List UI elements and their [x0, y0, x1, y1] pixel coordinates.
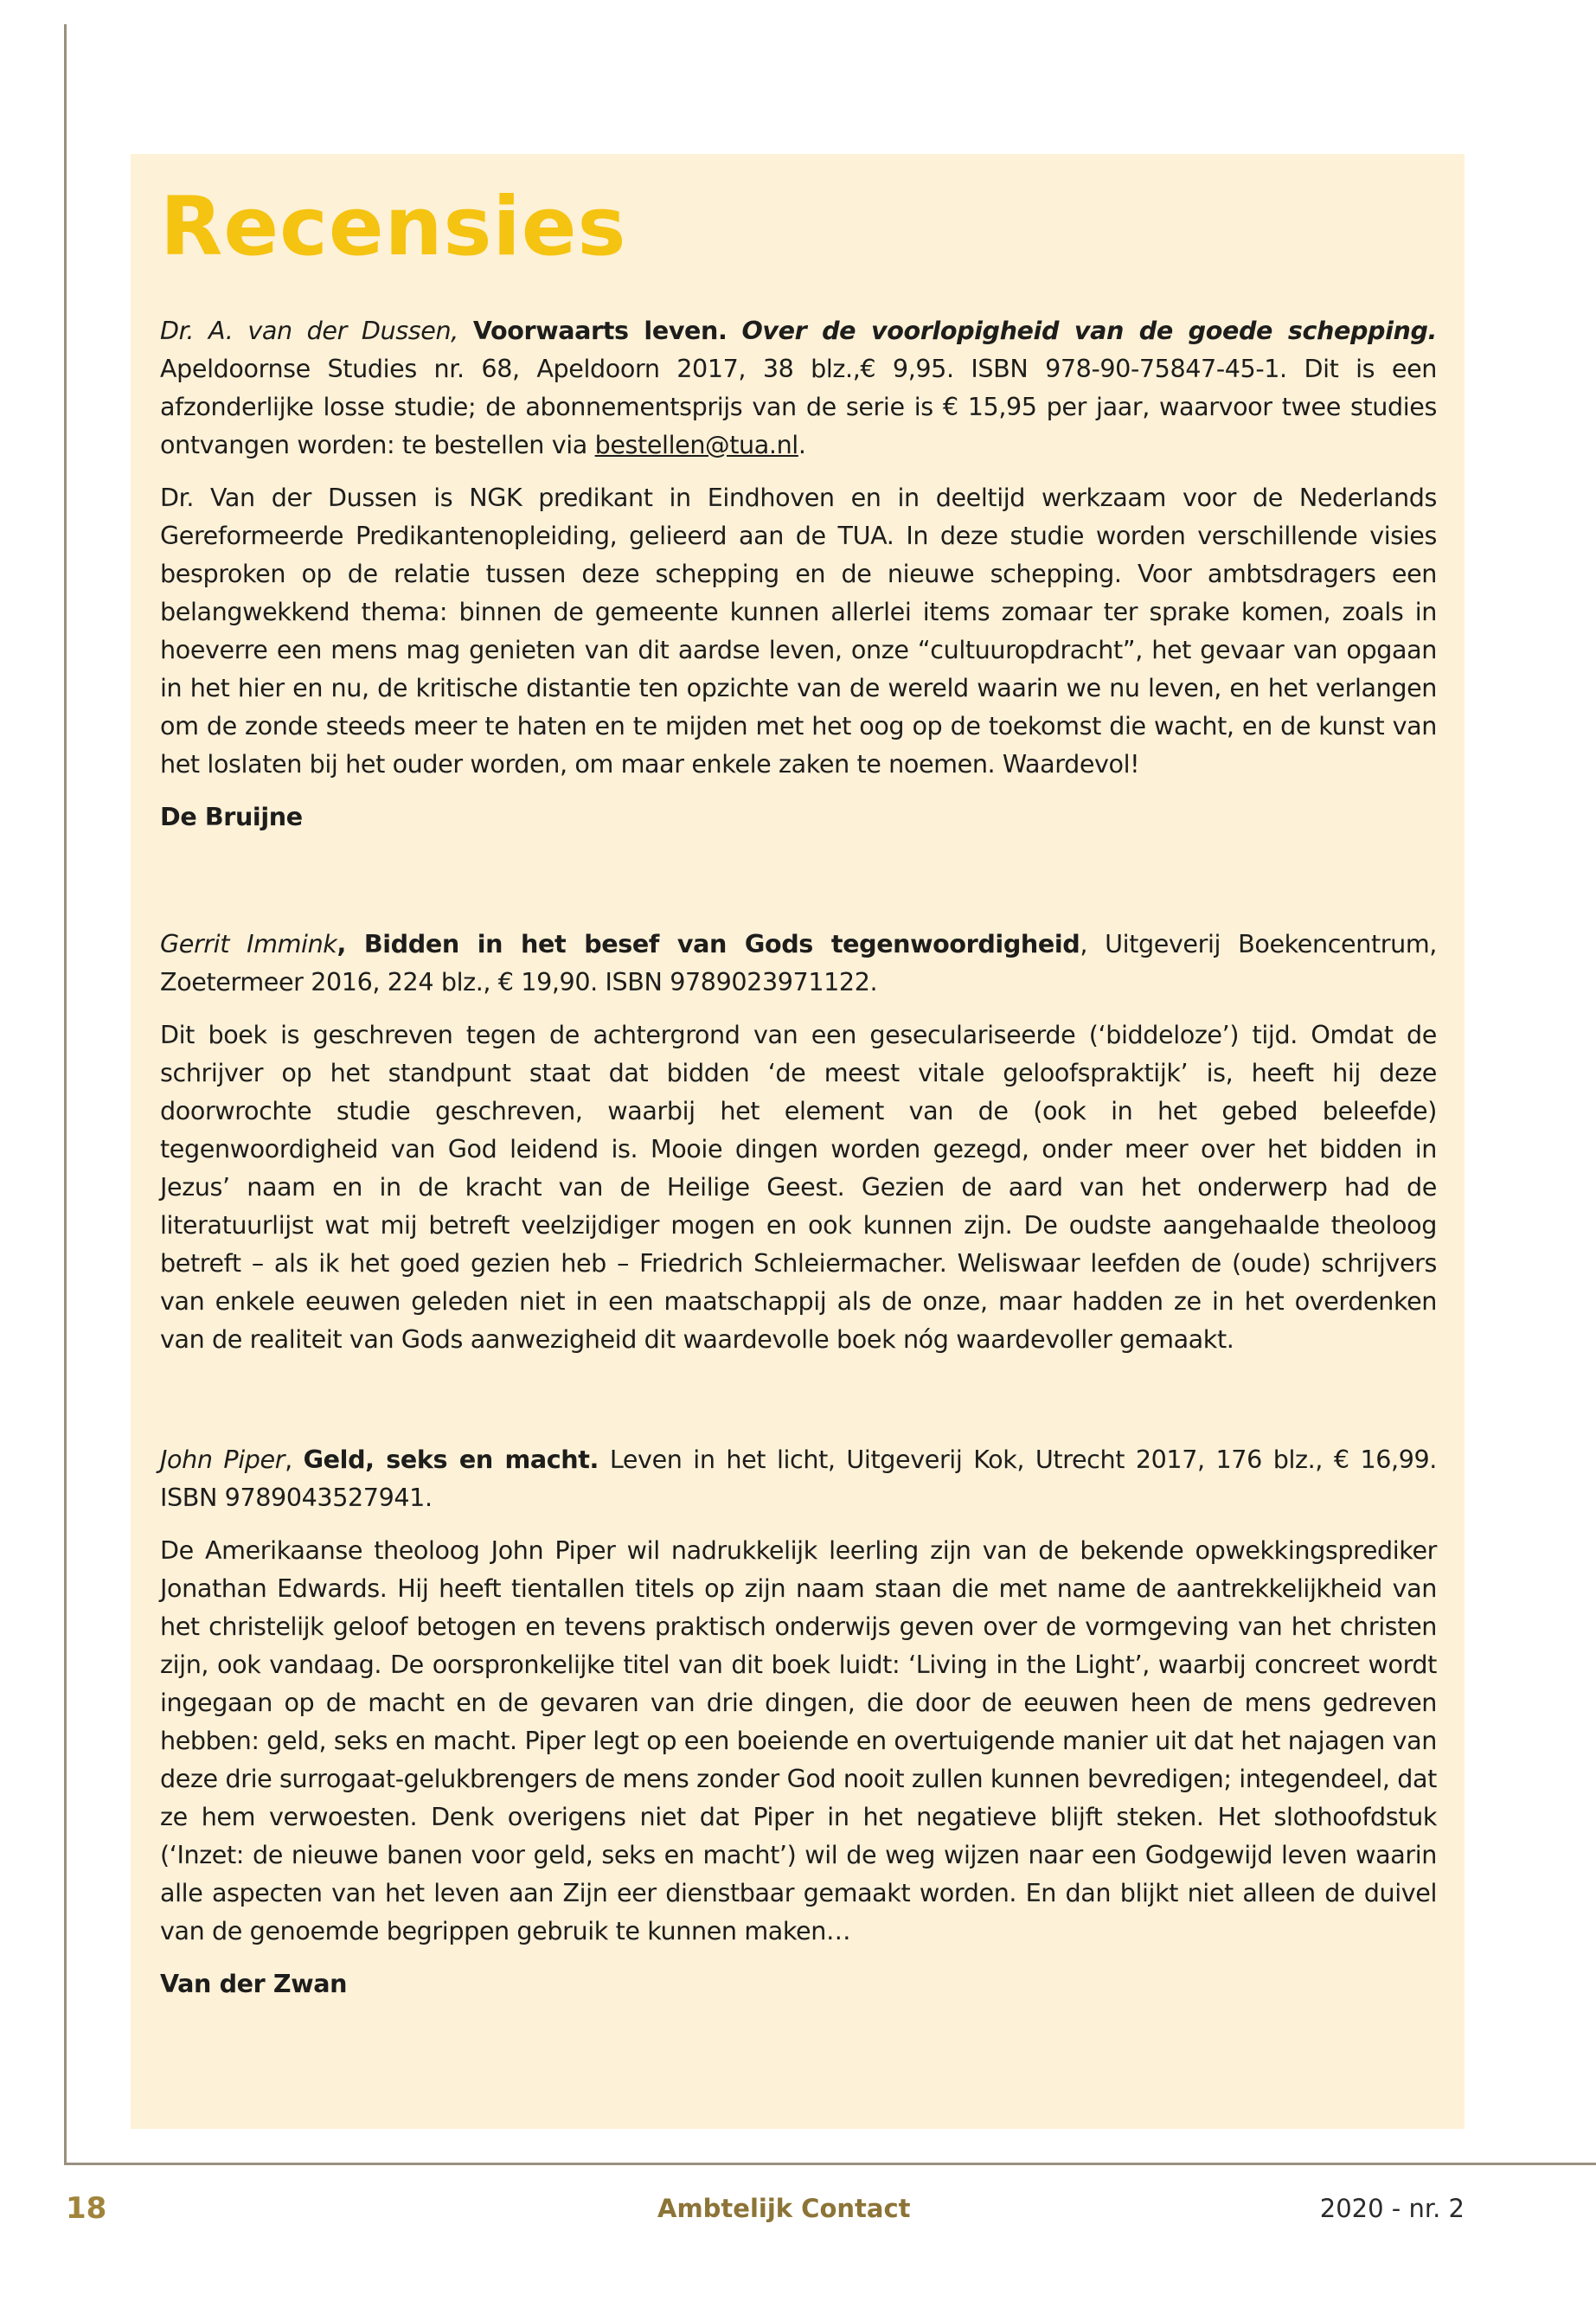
review-2-title: , Bidden in het besef van Gods tegenwoordigheid	[337, 929, 1080, 958]
margin-rule-horizontal	[64, 2163, 1596, 2165]
review-1-details: Apeldoornse Studies nr. 68, Apeldoorn 2017, 38 blz.,€ 9,95. ISBN 978-90-75847-45-1. Dit is een afzonderlijke losse studie; de abonnementsprijs van de serie is € 15,95 per jaar, waarvoor twee studies ontvangen worden: te bestellen via	[160, 354, 1437, 459]
review-1-body: Dr. Van der Dussen is NGK predikant in Eindhoven en in deeltijd werkzaam voor de Nederlands Gereformeerde Predikantenopleiding, gelieerd aan de TUA. In deze studie worden verschillende visies besproken op de relatie tussen deze schepping en de nieuwe schepping. Voor ambtsdragers een belangwekkend thema: binnen de gemeente kunnen allerlei items zomaar ter sprake komen, zoals in hoeverre een mens mag genieten van dit aardse leven, onze “cultuuropdracht”, het gevaar van opgaan in het hier en nu, de kritische distantie ten opzichte van de wereld waarin we nu leven, en het verlangen om de zonde steeds meer te haten en te mijden met het oog op de toekomst die wacht, en de kunst van het loslaten bij het ouder worden, om maar enkele zaken te noemen. Waardevol!	[160, 483, 1437, 779]
review-3-author: John Piper	[160, 1445, 285, 1474]
section-title: Recensies	[160, 180, 627, 274]
page-number: 18	[66, 2191, 107, 2226]
issue-label: 2020 - nr. 2	[1319, 2194, 1465, 2223]
review-3-title: Geld, seks en macht.	[303, 1445, 599, 1474]
margin-rule-vertical	[64, 24, 67, 2165]
review-2-body: Dit boek is geschreven tegen de achtergrond van een geseculariseerde (‘biddeloze’) tijd. Omdat de schrijver op het standpunt staat dat bidden ‘de meest vitale geloofspraktijk’ is, heeft hij deze doorwrochte studie geschreven, waarbij het element van de (ook in het gebed beleefde) tegenwoordigheid van God leidend is. Mooie dingen worden gezegd, onder meer over het bidden in Jezus’ naam en in de kracht van de Heilige Geest. Gezien de aard van het onderwerp had de literatuurlijst wat mij betreft veelzijdiger mogen en ook kunnen zijn. De oudste aangehaalde theoloog betreft – als ik het goed gezien heb – Friedrich Schleiermacher. Weliswaar leefden de (oude) schrijvers van enkele eeuwen geleden niet in een maatschappij als de onze, maar hadden ze in het overdenken van de realiteit van Gods aanwezigheid dit waardevolle boek nóg waardevoller gemaakt.	[160, 1020, 1437, 1354]
review-3	[160, 1440, 1437, 2003]
reviews-panel	[131, 154, 1465, 2129]
review-2-author: Gerrit Immink	[160, 929, 337, 958]
review-2-citation	[160, 925, 1437, 1001]
review-1-reviewer: De Bruijne	[160, 802, 303, 831]
review-1	[160, 311, 1437, 836]
review-2-details: , Uitgeverij Boekencentrum, Zoetermeer 2016, 224 blz., € 19,90. ISBN 9789023971122.	[160, 929, 1437, 997]
review-1-subtitle: Over de voorlopigheid van de goede schepping.	[741, 316, 1437, 345]
review-1-title: Voorwaarts leven.	[472, 316, 727, 345]
review-3-reviewer: Van der Zwan	[160, 1969, 348, 1998]
order-email-link[interactable]: bestellen@tua.nl	[594, 430, 798, 459]
journal-name: Ambtelijk Contact	[657, 2194, 911, 2223]
review-3-details: Leven in het licht, Uitgeverij Kok, Utrecht 2017, 176 blz., € 16,99. ISBN 9789043527941.	[160, 1445, 1437, 1512]
review-3-body: De Amerikaanse theoloog John Piper wil nadrukkelijk leerling zijn van de bekende opwekkingsprediker Jonathan Edwards. Hij heeft tientallen titels op zijn naam staan die met name de aantrekkelijkheid van het christelijk geloof betogen en tevens praktisch onderwijs geven over de vormgeving van het christen zijn, ook vandaag. De oorspronkelijke titel van dit boek luidt: ‘Living in the Light’, waarbij concreet wordt ingegaan op de macht en de gevaren van drie dingen, die door de eeuwen heen de mens gedreven hebben: geld, seks en macht. Piper legt op een boeiende en overtuigende manier uit dat het najagen van deze drie surrogaat-gelukbrengers de mens zonder God nooit zullen kunnen bevredigen; integendeel, dat ze hem verwoesten. Denk overigens niet dat Piper in het negatieve blijft steken. Het slothoofdstuk (‘Inzet: de nieuwe banen voor geld, seks en macht’) wil de weg wijzen naar een Godgewijd leven waarin alle aspecten van het leven aan Zijn eer dienstbaar gemaakt worden. En dan blijkt niet alleen de duivel van de genoemde begrippen gebruik te kunnen maken…	[160, 1535, 1437, 1945]
review-1-details-end: .	[798, 430, 806, 459]
review-3-citation: John Piper, Geld, seks en macht. Leven in het licht, Uitgeverij Kok, Utrecht 2017, 176 blz., € 16,99. ISBN 9789043527941.	[160, 1445, 1437, 1512]
review-1-author: Dr. A. van der Dussen,	[160, 316, 458, 345]
review-2	[160, 925, 1437, 1358]
review-1-citation	[160, 311, 1437, 464]
